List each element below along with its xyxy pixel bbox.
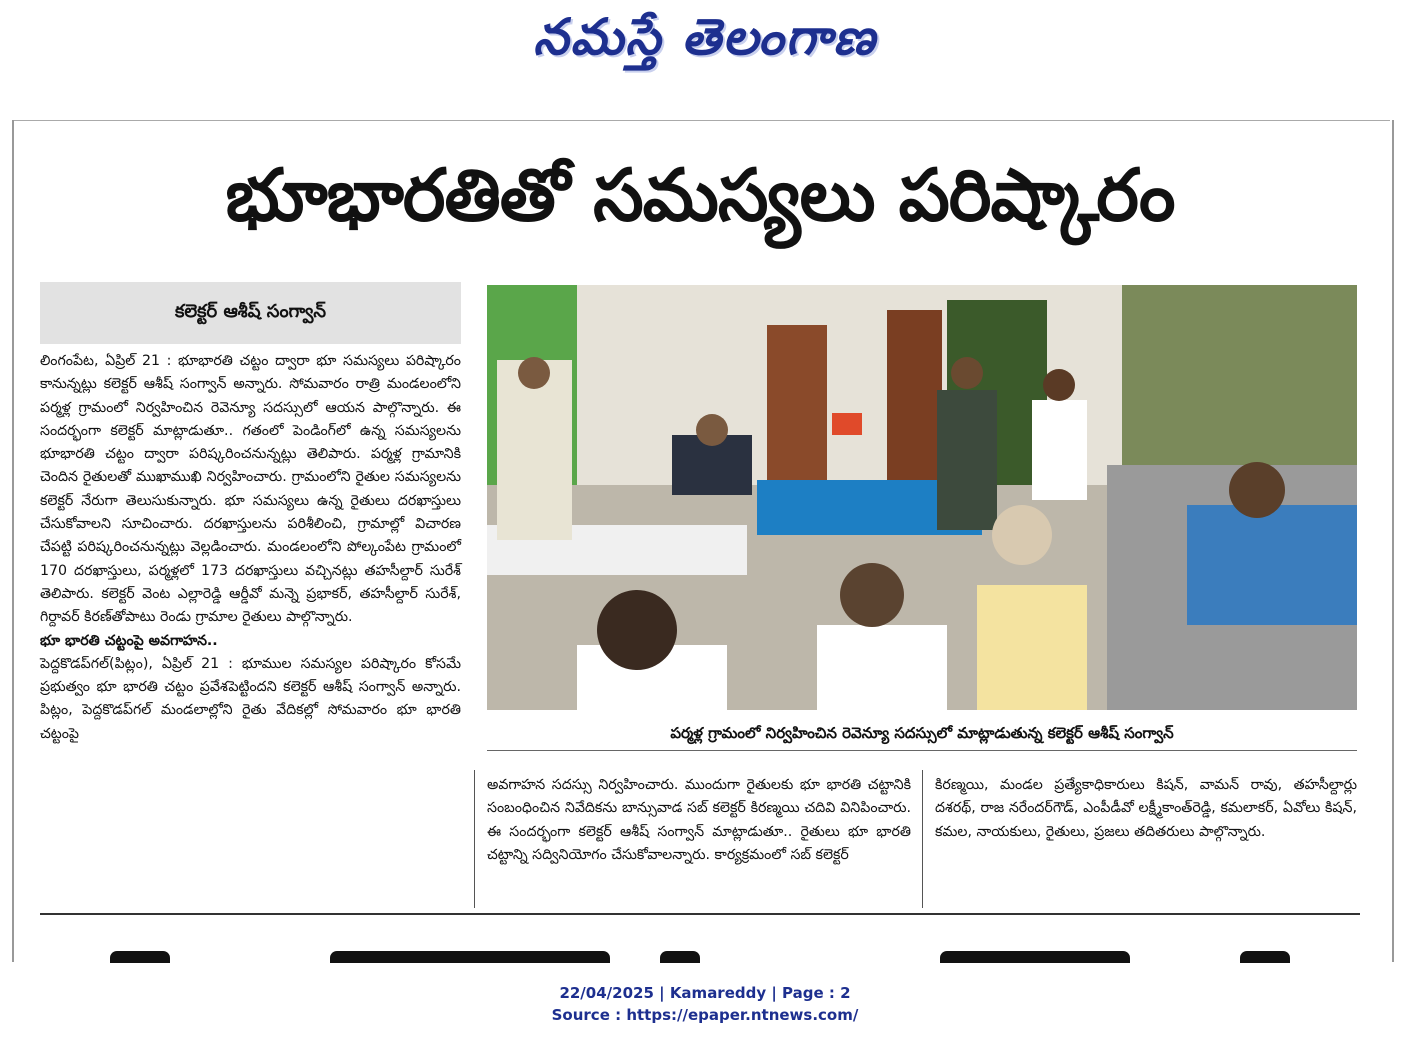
news-photo: [487, 285, 1357, 710]
article-column-1: [40, 350, 461, 746]
article-subhead: భూ భారతి చట్టంపై అవగాహన..: [40, 632, 218, 649]
byline-text: కలెక్టర్ ఆశీష్ సంగ్వాన్: [174, 300, 327, 322]
news-photo-illustration: [487, 285, 1357, 710]
headline: భూభారతితో సమస్యలు పరిష్కారం: [225, 153, 1175, 237]
column-divider-left: [474, 770, 475, 908]
article-paragraph-1: లింగంపేట, ఏప్రిల్ 21 : భూభారతి చట్టం ద్వారా భూ సమస్యలు పరిష్కారం కానున్నట్లు కలెక్టర్ ఆశీష్ సంగ్వాన్ అన్నారు. సోమవారం రాత్రి మండలంలోని పర్మళ్ల గ్రామంలో నిర్వహించిన రెవెన్యూ సదస్సులో ఆయన పాల్గొన్నారు. ఈ సందర్భంగా కలెక్టర్ మాట్లాడుతూ.. గతంలో పెండింగ్‌లో ఉన్న సమస్యలను భూభారతి చట్టం ద్వారా పరిష్కరించనున్నట్లు తెలిపారు. పర్మళ్ల గ్రామానికి చెందిన రైతులతో ముఖాముఖి నిర్వహించారు. గ్రామంలోని రైతుల సమస్యలను కలెక్టర్ నేరుగా తెలుసుకున్నారు. భూ సమస్యలు ఉన్న రైతులు దరఖాస్తులు చేసుకోవాలని సూచించారు. దరఖాస్తులను పరిశీలించి, గ్రామాల్లో విచారణ చేపట్టి పరిష్కరించనున్నట్లు వెల్లడించారు. మండలంలోని పోల్కంపేట గ్రామంలో 170 దరఖాస్తులు, పర్మళ్లలో 173 దరఖాస్తులు వచ్చినట్లు తహసీల్దార్ సురేశ్ తెలిపారు. కలెక్టర్ వెంట ఎల్లారెడ్డి ఆర్డీవో మన్నె ప్రభాకర్, తహసీల్దార్ సురేశ్, గిర్దావర్ కిరణ్‌తోపాటు రెండు గ్రామాల రైతులు పాల్గొన్నారు.: [40, 353, 461, 626]
article-paragraph-2: పెద్దకొడప్‌గల్(పిట్లం), ఏప్రిల్ 21 : భూముల సమస్యల పరిష్కారం కోసమే ప్రభుత్వం భూ భారతి చట్టం ప్రవేశపెట్టిందని కలెక్టర్ ఆశీష్ సంగ్వాన్ అన్నారు. పిట్లం, పెద్దకొడప్‌గల్ మండలాల్లోని రైతు వేదికల్లో సోమవారం భూ భారతి చట్టంపై: [40, 655, 461, 742]
section-divider: [40, 913, 1360, 915]
byline-box: [40, 282, 461, 344]
article-column-3: [935, 774, 1357, 844]
masthead-logo: నమస్తే తెలంగాణ: [533, 8, 877, 66]
article-column-2-text: అవగాహన సదస్సు నిర్వహించారు. ముందుగా రైతులకు భూ భారతి చట్టానికి సంబంధించిన నివేదికను బాన్సువాడ సబ్ కలెక్టర్ కిరణ్మయి చదివి వినిపించారు. ఈ సందర్భంగా కలెక్టర్ ఆశీష్ సంగ్వాన్ మాట్లాడుతూ.. రైతులు భూ భారతి చట్టాన్ని సద్వినియోగం చేసుకోవాలన్నారు. కార్యక్రమంలో సబ్ కలెక్టర్: [487, 777, 911, 863]
footer-date-edition: 22/04/2025 | Kamareddy | Page : 2: [559, 984, 851, 1002]
photo-caption: పర్మళ్ల గ్రామంలో నిర్వహించిన రెవెన్యూ సదస్సులో మాట్లాడుతున్న కలెక్టర్ ఆశీష్ సంగ్వాన్: [487, 716, 1357, 751]
article-column-2: [487, 774, 911, 867]
column-divider: [922, 770, 923, 908]
article-column-3-text: కిరణ్మయి, మండల ప్రత్యేకాధికారులు కిషన్, వామన్ రావు, తహసీల్దార్లు దశరథ్, రాజ నరేందర్‌గౌడ్, ఎంపీడీవో లక్ష్మీకాంత్‌రెడ్డి, కమలాకర్, ఏవోలు కిషన్, కమల, నాయకులు, రైతులు, ప్రజలు తదితరులు పాల్గొన్నారు.: [935, 777, 1357, 840]
footer-source: Source : https://epaper.ntnews.com/: [551, 1006, 859, 1024]
next-headline-fragment: [100, 945, 1300, 963]
